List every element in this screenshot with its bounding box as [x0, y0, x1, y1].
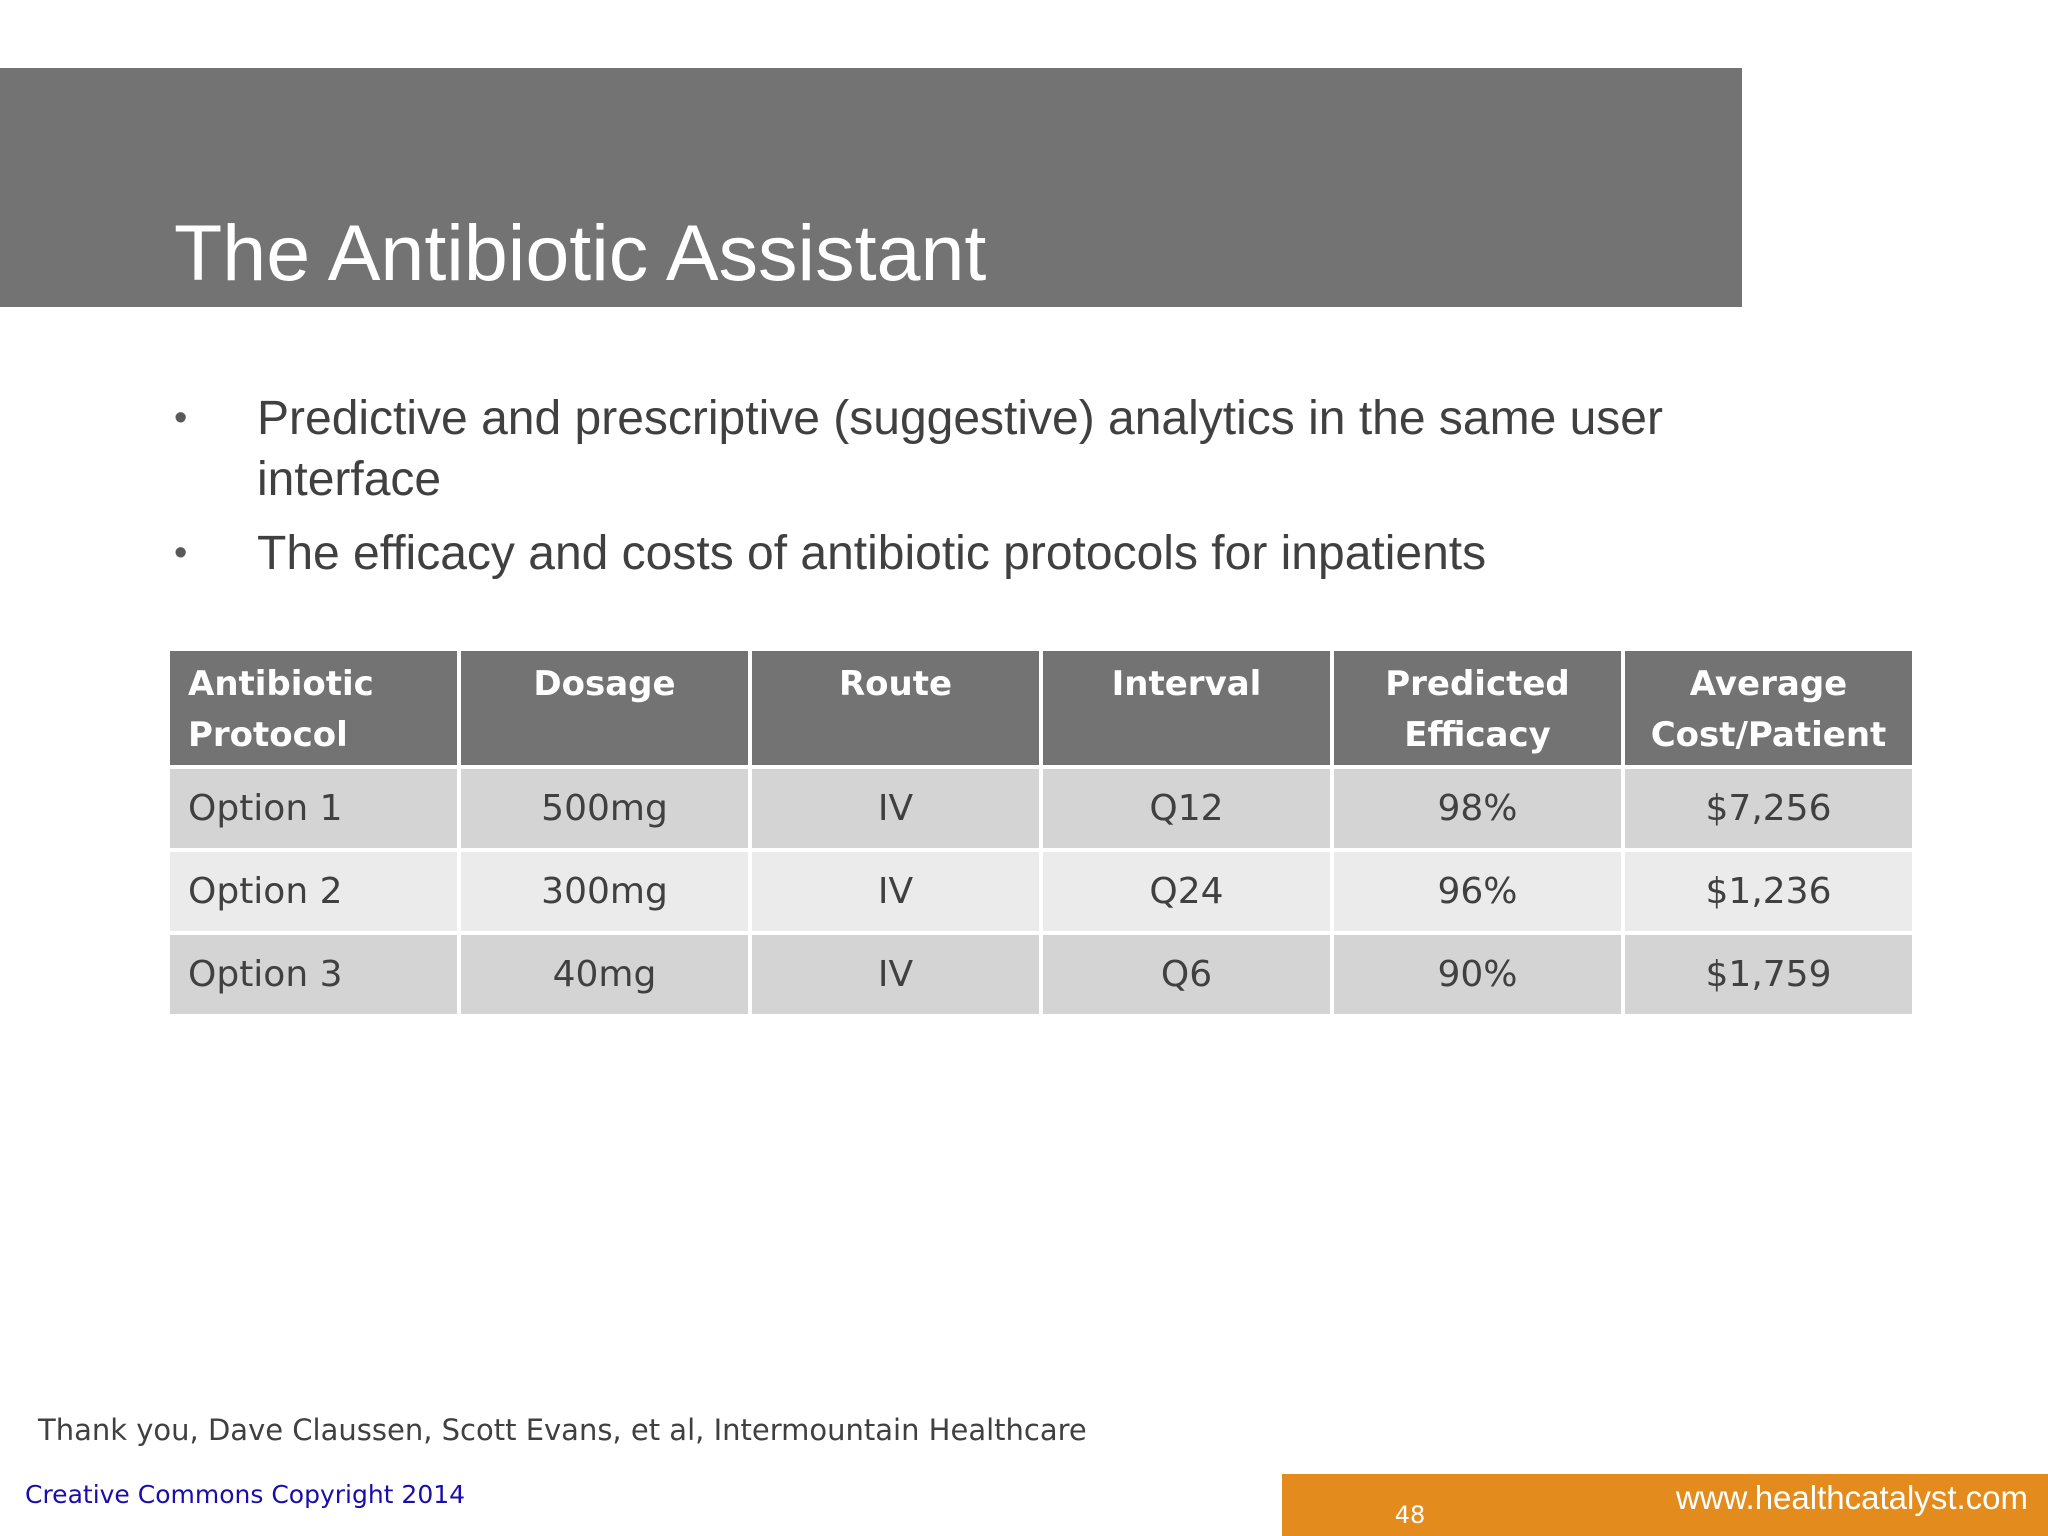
cell-dosage: 500mg — [459, 767, 750, 850]
bullet-icon: • — [174, 397, 188, 439]
bullet-text: The efficacy and costs of antibiotic protocols for inpatients — [257, 527, 1487, 580]
footer-bar — [1282, 1474, 2048, 1536]
header-route — [750, 649, 1041, 767]
header-line: Protocol — [188, 715, 348, 755]
bullet-item — [174, 388, 1714, 510]
cell-protocol: Option 1 — [168, 767, 459, 850]
bullet-item — [174, 523, 1714, 584]
bullet-list — [174, 388, 1714, 597]
cell-cost: $7,256 — [1623, 767, 1914, 850]
website-url: www.healthcatalyst.com — [1675, 1479, 2028, 1516]
header-line: Route — [838, 664, 953, 704]
cell-interval: Q12 — [1041, 767, 1332, 850]
cell-interval: Q6 — [1041, 933, 1332, 1016]
table-row — [168, 767, 1914, 850]
table-header-row — [168, 649, 1914, 767]
acknowledgement-text: Thank you, Dave Claussen, Scott Evans, et al, Intermountain Healthcare — [38, 1413, 1087, 1447]
slide-title: The Antibiotic Assistant — [174, 208, 987, 297]
cell-efficacy: 98% — [1332, 767, 1623, 850]
cell-route: IV — [750, 933, 1041, 1016]
table-row — [168, 933, 1914, 1016]
cell-dosage: 300mg — [459, 850, 750, 933]
cell-protocol: Option 3 — [168, 933, 459, 1016]
header-line: Dosage — [533, 664, 676, 704]
table-row — [168, 850, 1914, 933]
header-predicted-efficacy — [1332, 649, 1623, 767]
cell-efficacy: 90% — [1332, 933, 1623, 1016]
copyright-text: Creative Commons Copyright 2014 — [25, 1480, 466, 1509]
header-antibiotic-protocol — [168, 649, 459, 767]
header-interval — [1041, 649, 1332, 767]
header-line: Cost/Patient — [1650, 715, 1887, 755]
header-line: Antibiotic — [188, 664, 374, 704]
header-average-cost — [1623, 649, 1914, 767]
cell-cost: $1,236 — [1623, 850, 1914, 933]
bullet-text: Predictive and prescriptive (suggestive) analytics in the same user interface — [257, 392, 1663, 506]
cell-route: IV — [750, 767, 1041, 850]
header-dosage — [459, 649, 750, 767]
header-line: Predicted — [1385, 664, 1570, 704]
page-number: 48 — [1394, 1501, 1426, 1529]
header-line: Average — [1689, 664, 1848, 704]
cell-protocol: Option 2 — [168, 850, 459, 933]
bullet-icon: • — [174, 532, 188, 574]
cell-route: IV — [750, 850, 1041, 933]
header-line: Interval — [1111, 664, 1262, 704]
antibiotic-protocol-table — [166, 647, 1916, 1018]
header-line: Efficacy — [1404, 715, 1551, 755]
cell-efficacy: 96% — [1332, 850, 1623, 933]
cell-interval: Q24 — [1041, 850, 1332, 933]
cell-cost: $1,759 — [1623, 933, 1914, 1016]
cell-dosage: 40mg — [459, 933, 750, 1016]
